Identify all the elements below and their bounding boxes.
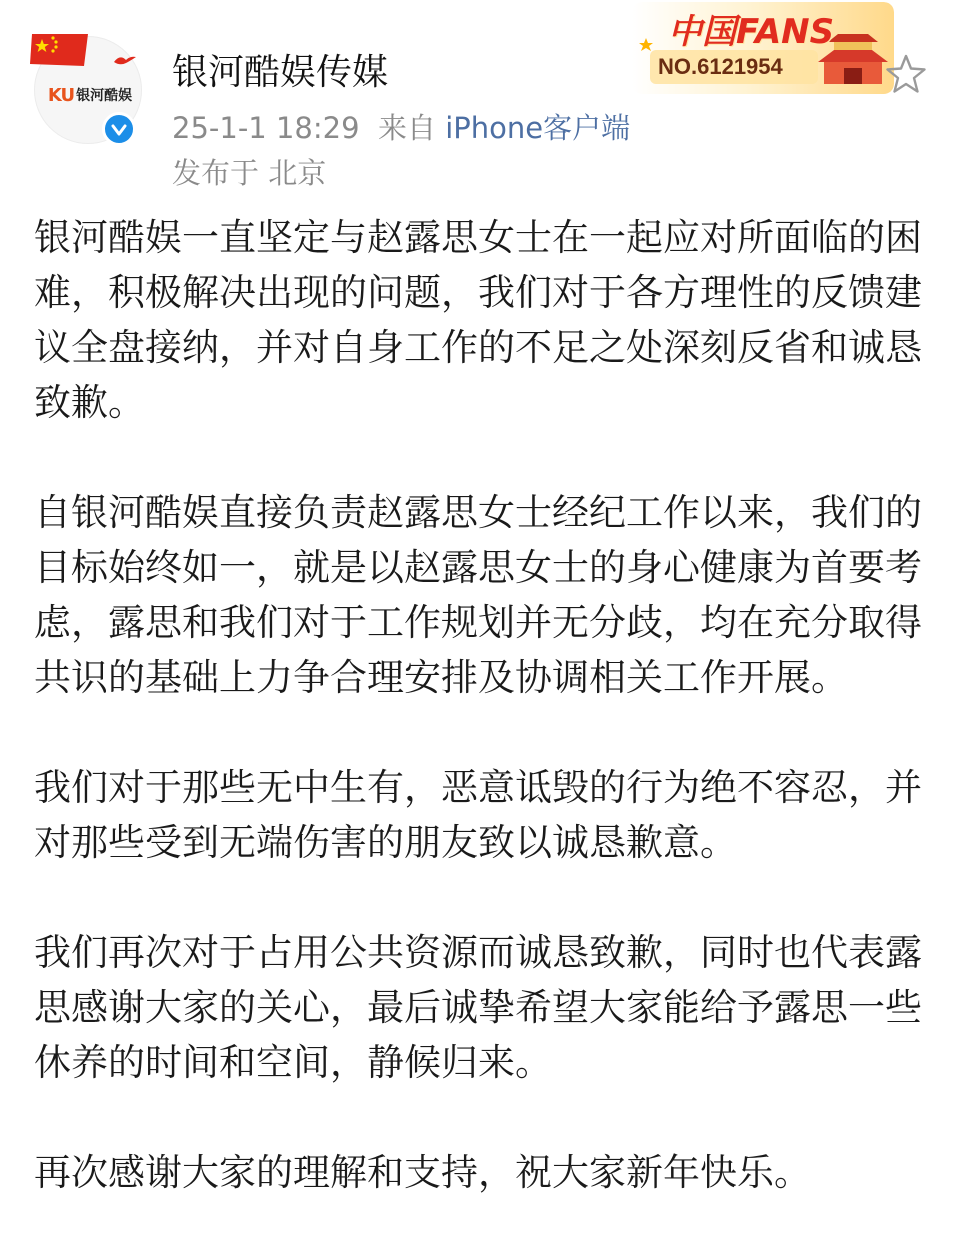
post-paragraph: 银河酷娱一直坚定与赵露思女士在一起应对所面临的困难，积极解决出现的问题，我们对于各方理性的反馈建议全盘接纳，并对自身工作的不足之处深刻反省和诚恳致歉。 xyxy=(34,216,922,424)
post-header xyxy=(0,0,960,190)
post-time: 25-1-1 18:29 xyxy=(172,111,360,145)
fans-badge-number: NO.6121954 xyxy=(658,54,783,79)
post-meta xyxy=(172,106,630,147)
brand-logo-mark: KU xyxy=(47,84,75,106)
source-prefix: 来自 xyxy=(377,111,436,145)
china-flag-icon xyxy=(28,30,92,70)
post-source-link[interactable]: iPhone客户端 xyxy=(445,111,631,145)
post-paragraph: 我们再次对于占用公共资源而诚恳致歉，同时也代表露思感谢大家的关心，最后诚挚希望大家能给予露思一些休养的时间和空间，静候归来。 xyxy=(34,931,922,1084)
post-paragraph: 再次感谢大家的理解和支持，祝大家新年快乐。 xyxy=(34,1151,811,1194)
post-body xyxy=(34,210,934,1200)
brand-logo-text: 银河酷娱 xyxy=(76,88,133,104)
fans-badge-title: 中国FANS xyxy=(668,12,835,52)
fans-badge[interactable] xyxy=(632,2,894,94)
post-location: 发布于 北京 xyxy=(172,156,327,190)
verified-check-icon xyxy=(110,120,128,138)
star-outline-icon[interactable] xyxy=(884,52,928,96)
author-name[interactable]: 银河酷娱传媒 xyxy=(172,52,389,93)
post-paragraph: 自银河酷娱直接负责赵露思女士经纪工作以来，我们的目标始终如一，就是以赵露思女士的身心健康为首要考虑，露思和我们对于工作规划并无分歧，均在充分取得共识的基础上力争合理安排及协调相关工作开展。 xyxy=(34,491,922,699)
doves-icon xyxy=(112,52,138,68)
brand-logo xyxy=(40,80,140,110)
post-paragraph: 我们对于那些无中生有，恶意诋毁的行为绝不容忍，并对那些受到无端伤害的朋友致以诚恳歉意。 xyxy=(34,766,922,864)
verified-badge xyxy=(102,112,136,146)
